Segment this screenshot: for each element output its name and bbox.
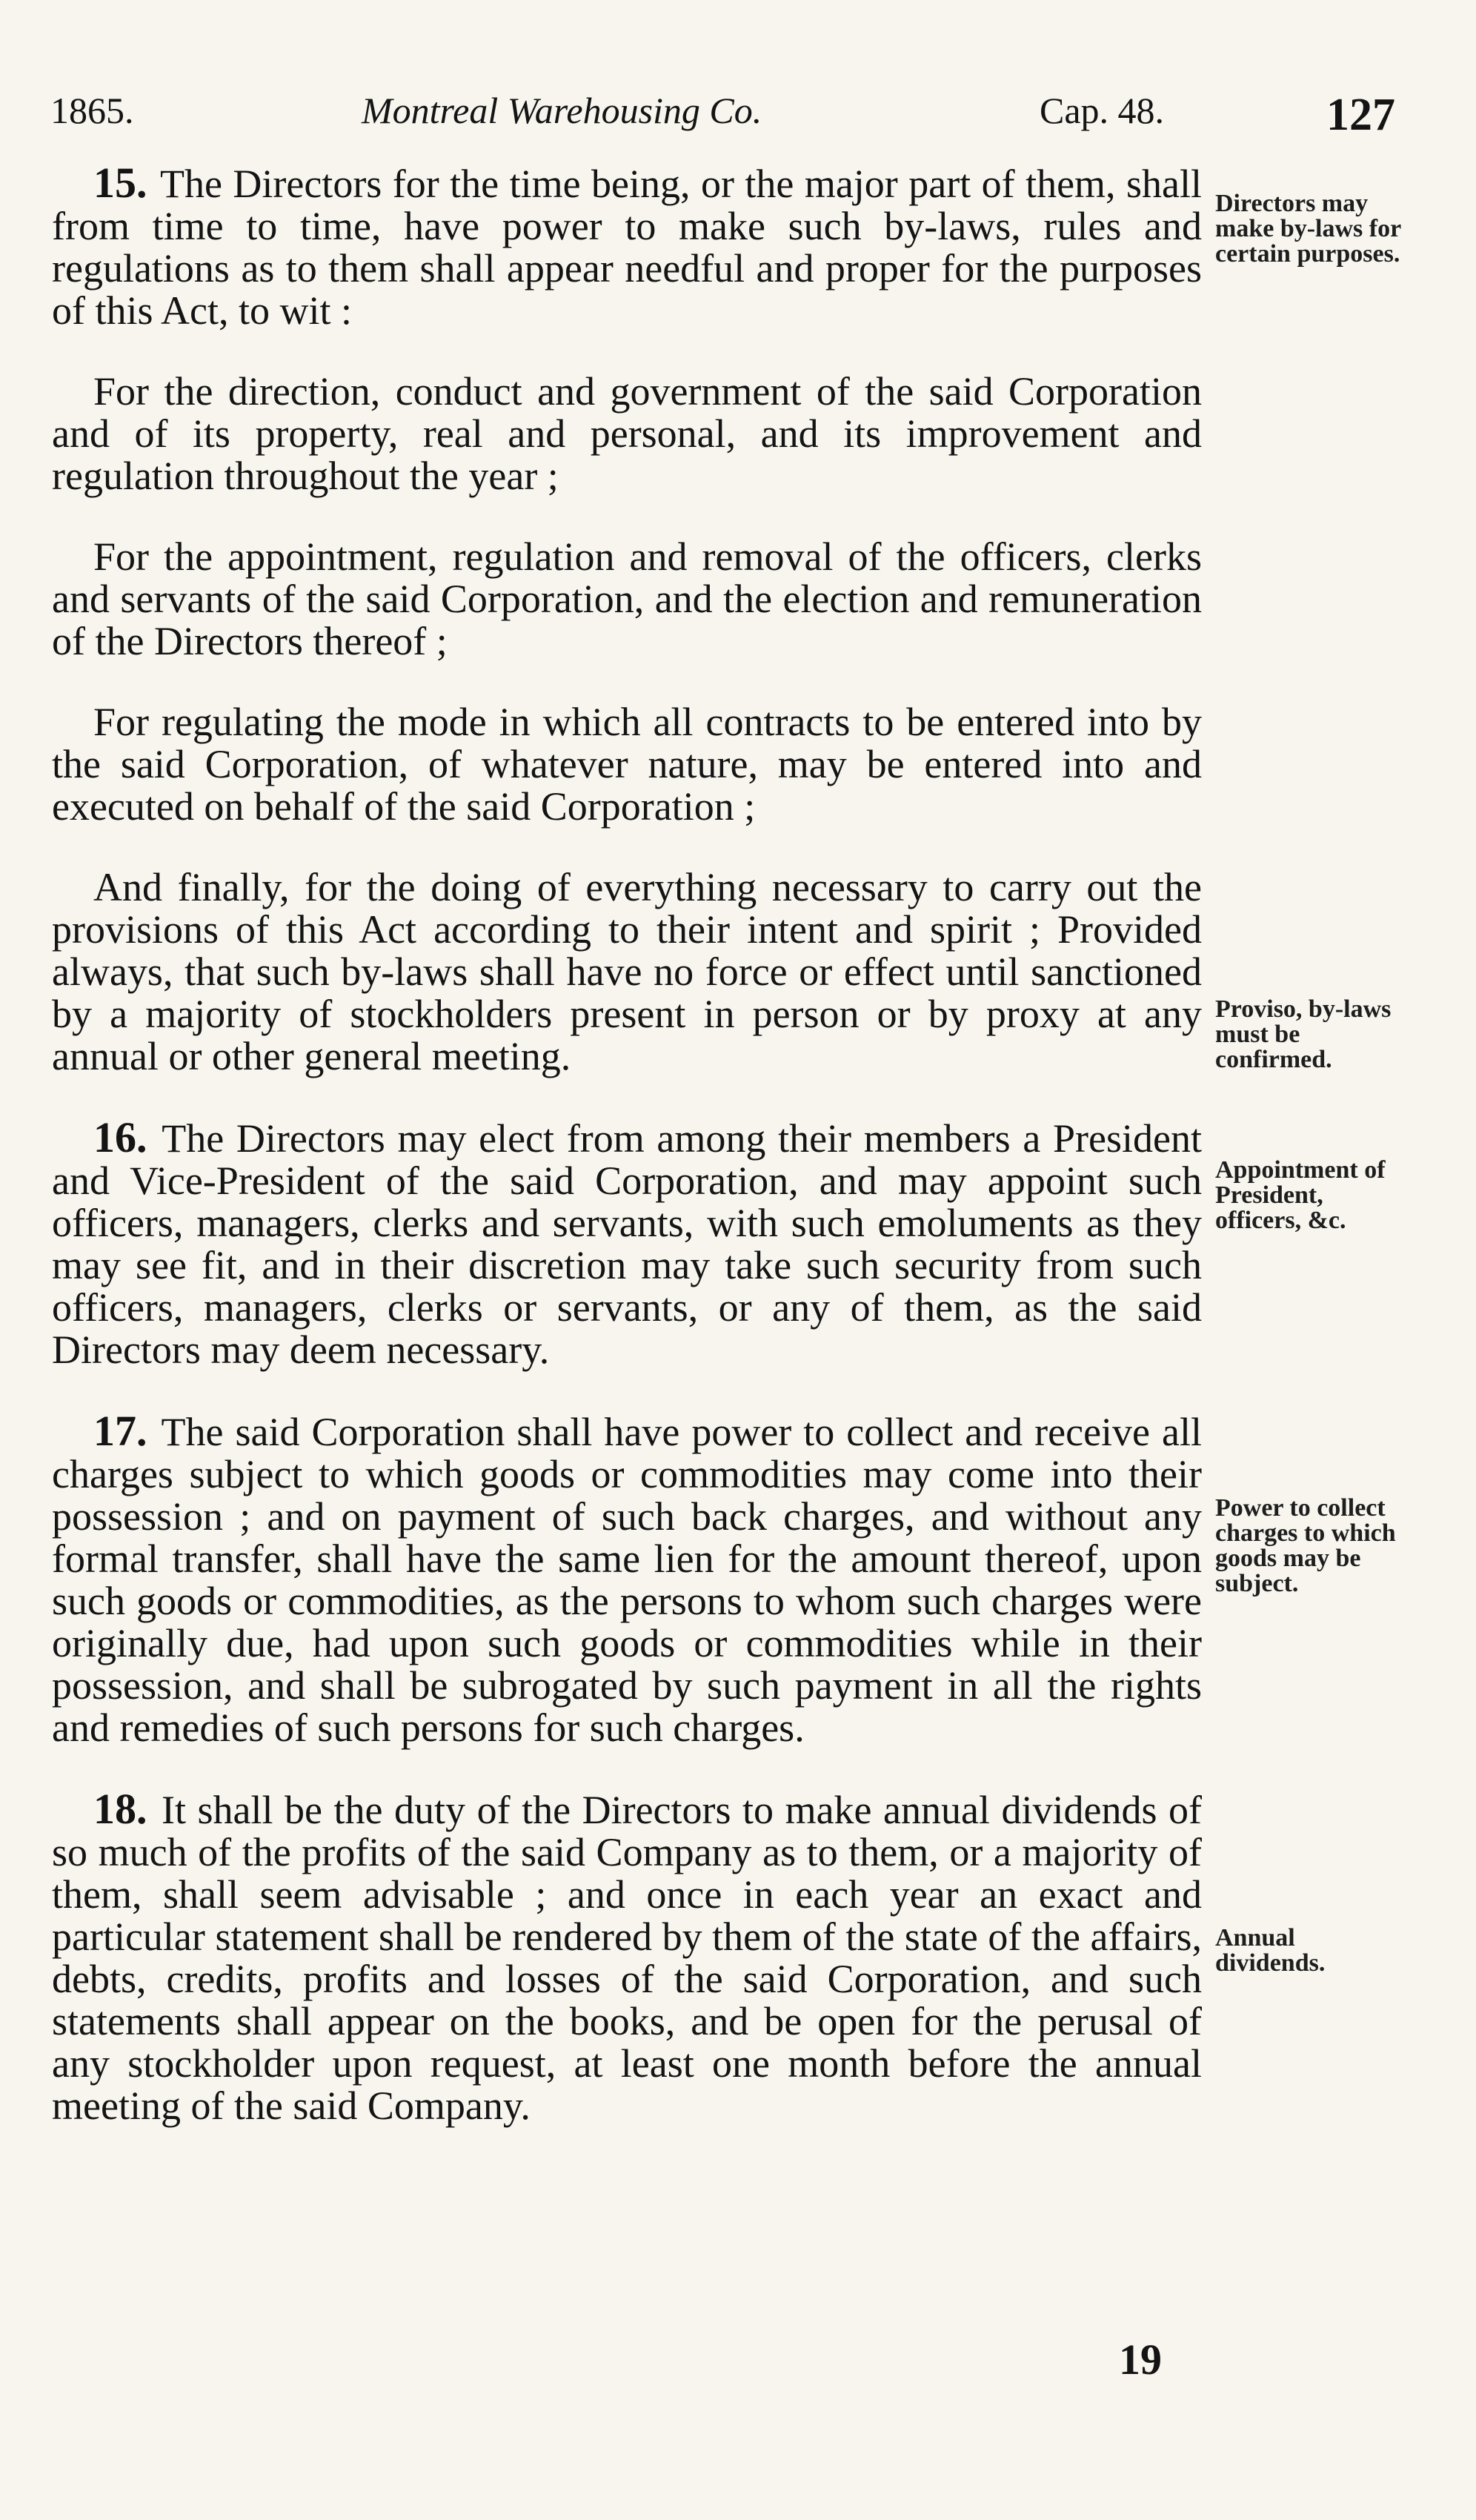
section-text: For the direction, conduct and government of the said Corporation and of its property, real and personal, and its improvement and regulation throughout the year ; (52, 369, 1202, 498)
margin-note-proviso: Proviso, by-laws must be confirmed. (1215, 995, 1392, 1073)
clause-appointment (52, 536, 1202, 663)
section-text: For regulating the mode in which all contracts to be entered into by the said Corporation, of whatever nature, may be entered into and executed on behalf of the said Corporation ; (52, 700, 1202, 829)
margin-note-section-16: Appointment of President, officers, &c. (1215, 1156, 1386, 1234)
clause-direction (52, 371, 1202, 497)
section-18 (52, 1785, 1202, 2128)
section-number: 15. (93, 159, 147, 207)
section-number: 16. (93, 1113, 147, 1161)
section-17 (52, 1407, 1202, 1750)
header-year: 1865. (50, 90, 134, 131)
margin-note-section-17: Power to collect charges to which goods may be subject. (1215, 1494, 1396, 1597)
section-text: For the appointment, regulation and removal of the officers, clerks and servants of the said Corporation, and the election and remuneration of the Directors thereof ; (52, 534, 1202, 663)
margin-note-section-18: Annual dividends. (1215, 1924, 1326, 1977)
page-number: 127 (1326, 90, 1395, 140)
section-text: The Directors for the time being, or the major part of them, shall from time to time, have power to make such by-laws, rules and regulations as to them shall appear needful and proper for the purposes of this Act, to wit : (52, 162, 1202, 333)
margin-note-section-15: Directors may make by-laws for certain purposes. (1215, 190, 1401, 268)
signature-mark: 19 (1119, 2335, 1162, 2384)
section-15 (52, 159, 1202, 333)
body-text (52, 159, 1202, 2166)
clause-contracts (52, 701, 1202, 828)
section-16 (52, 1113, 1202, 1372)
section-number: 18. (93, 1785, 147, 1833)
section-text: The said Corporation shall have power to collect and receive all charges subject to which goods or commodities may come into their possession ; and on payment of such back charges, and without any formal transfer, shall have the same lien for the amount thereof, upon such goods or commodities, as the persons to whom such charges were originally due, had upon such goods or commodities while in their possession, and shall be subrogated by such payment in all the rights and remedies of such persons for such charges. (52, 1410, 1202, 1750)
section-text: The Directors may elect from among their members a President and Vice-President of the said Corporation, and may appoint such officers, managers, clerks and servants, with such emoluments as they may see fit, and in their discretion may take such security from such officers, managers, clerks or servants, or any of them, as the said Directors may deem necessary. (52, 1116, 1202, 1372)
header-title: Montreal Warehousing Co. (362, 90, 762, 131)
section-number: 17. (93, 1407, 147, 1455)
running-header (50, 89, 1414, 148)
section-text: And finally, for the doing of everything necessary to carry out the provisions of this Act according to their intent and spirit ; Provided always, that such by-laws shall have no force or effect until sanctioned by a majority of stockholders present in person or by proxy at any annual or other general meeting. (52, 865, 1202, 1078)
clause-finally (52, 866, 1202, 1078)
header-chapter: Cap. 48. (1040, 90, 1165, 131)
section-text: It shall be the duty of the Directors to make annual dividends of so much of the profits of the said Company as to them, or a majority of them, shall seem advisable ; and once in each year an exact and particular statement shall be rendered by them of the state of the affairs, debts, credits, profits and losses of the said Corporation, and such statements shall appear on the books, and be open for the perusal of any stockholder upon request, at least one month before the annual meeting of the said Company. (52, 1788, 1202, 2128)
